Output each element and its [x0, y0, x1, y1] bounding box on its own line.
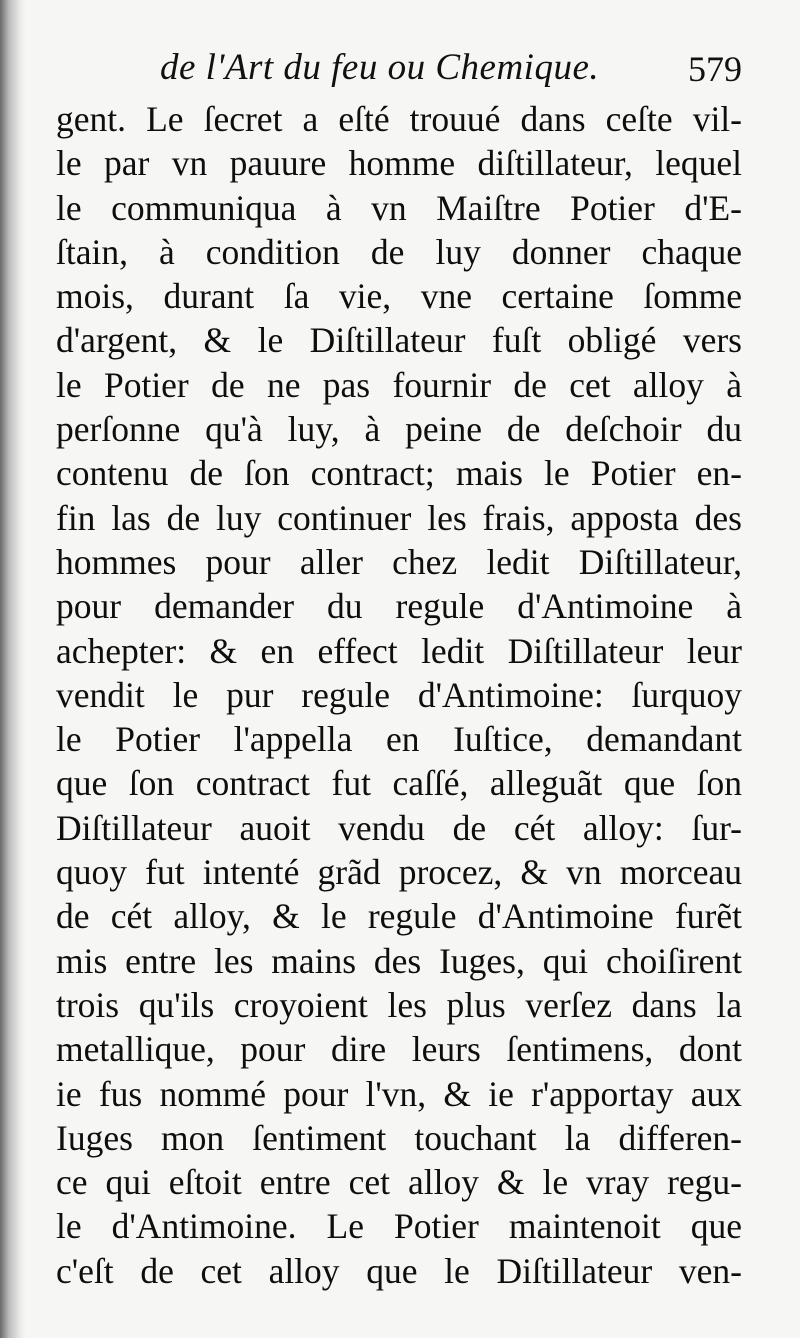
text-line: vendit le pur regule d'Antimoine: ſurquoy — [56, 674, 742, 715]
text-line: ce qui eſtoit entre cet alloy & le vray regu- — [56, 1162, 742, 1203]
body-text — [56, 97, 742, 1293]
text-line: le communiqua à vn Maiſtre Potier d'E- — [56, 187, 742, 228]
text-line: Iuges mon ſentiment touchant la differen- — [56, 1117, 742, 1158]
text-line: pour demander du regule d'Antimoine à — [56, 586, 742, 627]
text-line: le Potier l'appella en Iuſtice, demandant — [56, 719, 742, 760]
running-head — [160, 40, 760, 96]
page-number: 579 — [688, 49, 742, 89]
text-line: trois qu'ils croyoient les plus verſez dans la — [56, 984, 742, 1025]
text-line: ie fus nommé pour l'vn, & ie r'apportay aux — [56, 1073, 742, 1114]
running-head-title: de l'Art du feu ou Chemique. — [160, 47, 600, 88]
text-line: quoy fut intenté grãd procez, & vn morceau — [56, 852, 742, 893]
text-line: mis entre les mains des Iuges, qui choiſirent — [56, 940, 742, 981]
text-line: que ſon contract fut caſſé, alleguãt que ſon — [56, 763, 742, 804]
text-line: hommes pour aller chez ledit Diſtillateur, — [56, 541, 742, 582]
text-line: metallique, pour dire leurs ſentimens, dont — [56, 1029, 742, 1070]
text-line: d'argent, & le Diſtillateur fuſt obligé vers — [56, 320, 742, 361]
text-line: Diſtillateur auoit vendu de cét alloy: ſur- — [56, 807, 742, 848]
text-line: mois, durant ſa vie, vne certaine ſomme — [56, 276, 742, 317]
text-line: le d'Antimoine. Le Potier maintenoit que — [56, 1206, 742, 1247]
text-line: c'eſt de cet alloy que le Diſtillateur ven- — [56, 1250, 742, 1291]
text-line: contenu de ſon contract; mais le Potier en- — [56, 453, 742, 494]
text-line: perſonne qu'à luy, à peine de deſchoir du — [56, 409, 742, 450]
text-line: achepter: & en effect ledit Diſtillateur leur — [56, 630, 742, 671]
page-edge-shadow — [0, 0, 26, 1338]
text-line: le Potier de ne pas fournir de cet alloy à — [56, 364, 742, 405]
text-line: le par vn pauure homme diſtillateur, lequel — [56, 143, 742, 184]
text-line: fin las de luy continuer les frais, apposta des — [56, 497, 742, 538]
text-line: de cét alloy, & le regule d'Antimoine furẽt — [56, 896, 742, 937]
text-line: ſtain, à condition de luy donner chaque — [56, 231, 742, 272]
text-line: gent. Le ſecret a eſté trouué dans ceſte vil- — [56, 99, 742, 139]
